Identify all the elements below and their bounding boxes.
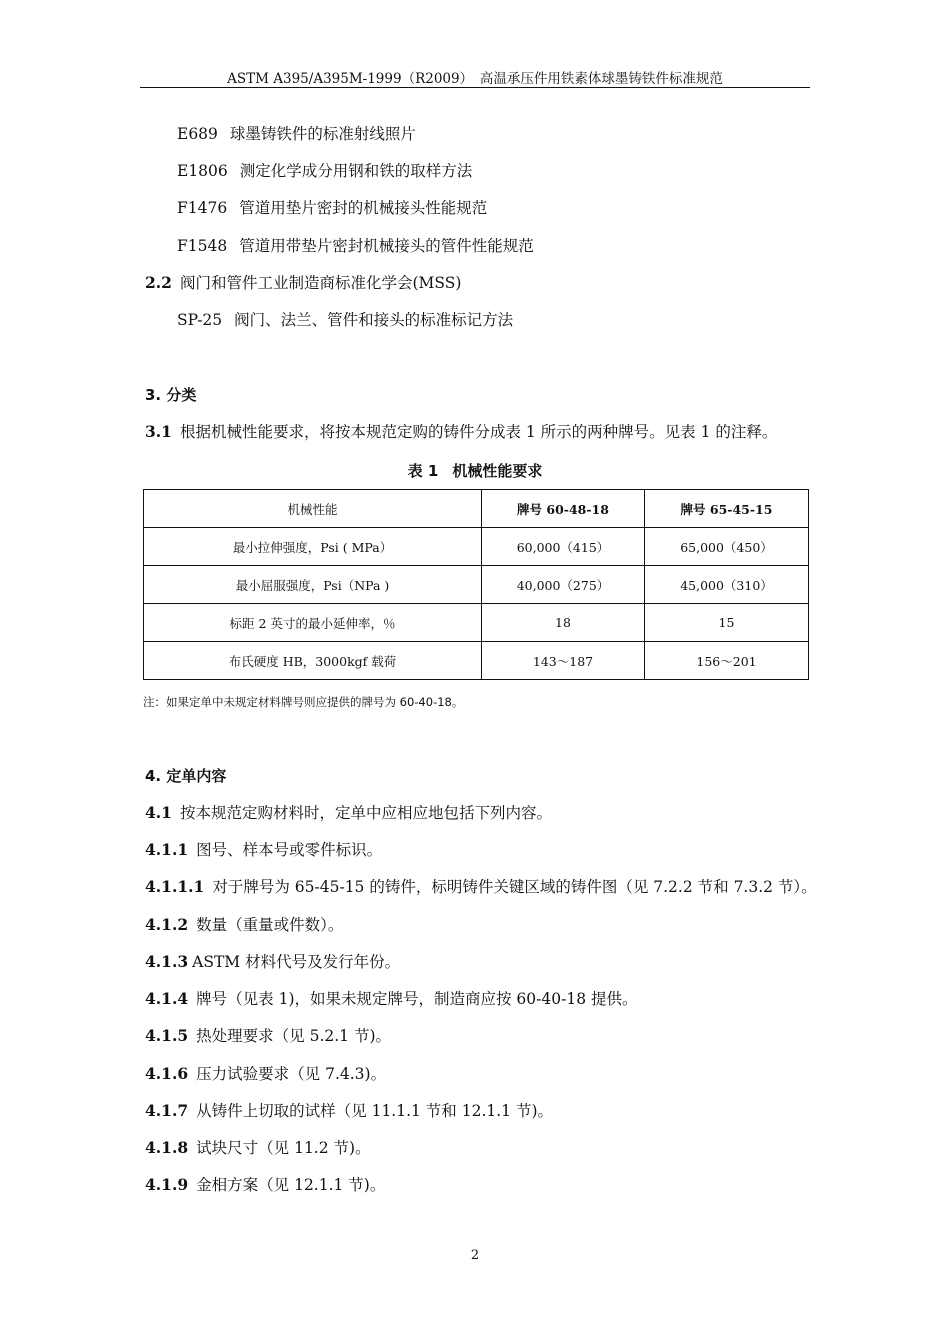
table-cell: 18 [482, 604, 645, 642]
table-header-row [144, 490, 809, 528]
reference-text: 球墨铸铁件的标准射线照片 [229, 125, 416, 143]
section-number: 2.2 [145, 273, 172, 292]
paragraph-number: 4.1.7 [145, 1101, 189, 1120]
table-row [144, 642, 809, 680]
reference-item [177, 161, 472, 181]
reference-text: 测定化学成分用钢和铁的取样方法 [239, 162, 473, 180]
reference-code: SP-25 [177, 311, 223, 329]
table-cell: 15 [645, 604, 809, 642]
paragraph-number: 4.1 [145, 803, 172, 822]
table-row [144, 604, 809, 642]
paragraph-text: 按本规范定购材料时，定单中应相应地包括下列内容。 [179, 804, 552, 822]
paragraph-number: 4.1.3 [145, 952, 189, 971]
paragraph-number: 3.1 [145, 422, 172, 441]
paragraph-text: 试块尺寸（见 11.2 节)。 [196, 1139, 371, 1157]
paragraph-item [145, 803, 552, 823]
table-cell: 标距 2 英寸的最小延伸率，％ [144, 604, 482, 642]
table-header-cell: 机械性能 [144, 490, 482, 528]
section-text: 阀门和管件工业制造商标准化学会(MSS) [179, 274, 462, 292]
reference-code: F1476 [177, 199, 228, 217]
reference-code: F1548 [177, 237, 228, 255]
paragraph-item [145, 1101, 553, 1121]
paragraph-text: ASTM 材料代号及发行年份。 [192, 953, 401, 971]
paragraph-text: 从铸件上切取的试样（见 11.1.1 节和 12.1.1 节)。 [196, 1102, 554, 1120]
paragraph-number: 4.1.6 [145, 1064, 189, 1083]
table-caption-title: 机械性能要求 [452, 462, 543, 480]
table-cell: 156～201 [645, 642, 809, 680]
paragraph-item [145, 1026, 391, 1046]
paragraph-number: 4.1.1.1 [145, 877, 205, 896]
table-cell: 40,000（275） [482, 566, 645, 604]
paragraph-text: 热处理要求（见 5.2.1 节)。 [196, 1027, 391, 1045]
table-note: 注：如果定单中未规定材料牌号则应提供的牌号为 60-40-18。 [143, 695, 464, 709]
reference-text: 阀门、法兰、管件和接头的标准标记方法 [234, 311, 514, 329]
table-cell: 65,000（450） [645, 528, 809, 566]
table-caption-label: 表 1 [407, 462, 439, 480]
paragraph-number: 4.1.4 [145, 989, 189, 1008]
table-cell: 最小拉伸强度，Psi ( MPa） [144, 528, 482, 566]
paragraph-number: 4.1.5 [145, 1026, 189, 1045]
section-2-2 [145, 273, 461, 293]
paragraph-text: 图号、样本号或零件标识。 [196, 841, 383, 859]
reference-code: E1806 [177, 162, 228, 180]
paragraph-text: 数量（重量或件数）。 [196, 916, 344, 934]
paragraph-number: 4.1.1 [145, 840, 189, 859]
paragraph-text: 根据机械性能要求，将按本规范定购的铸件分成表 1 所示的两种牌号。见表 1 的注释。 [179, 423, 778, 441]
table-header-cell: 牌号 60-48-18 [482, 490, 645, 528]
table-cell: 45,000（310） [645, 566, 809, 604]
section-4-heading: 4. 定单内容 [145, 767, 227, 785]
paragraph-item [145, 952, 400, 972]
paragraph-text: 压力试验要求（见 7.4.3)。 [196, 1065, 387, 1083]
paragraph-item [145, 915, 343, 935]
paragraph-text: 金相方案（见 12.1.1 节)。 [196, 1176, 386, 1194]
table-row [144, 528, 809, 566]
reference-text: 管道用带垫片密封机械接头的管件性能规范 [239, 237, 534, 255]
table-cell: 143～187 [482, 642, 645, 680]
paragraph-number: 4.1.8 [145, 1138, 189, 1157]
header-rule [140, 87, 810, 88]
page-number: 2 [470, 1248, 480, 1263]
running-header: ASTM A395/A395M-1999（R2009） 高温承压件用铁素体球墨铸铁件标准规范 [227, 71, 723, 87]
paragraph-text: 牌号（见表 1)，如果未规定牌号，制造商应按 60-40-18 提供。 [196, 990, 638, 1008]
table-cell: 60,000（415） [482, 528, 645, 566]
table-header-cell: 牌号 65-45-15 [645, 490, 809, 528]
paragraph-3-1 [145, 422, 777, 442]
reference-code: E689 [177, 125, 218, 143]
paragraph-number: 4.1.9 [145, 1175, 189, 1194]
table-row [144, 566, 809, 604]
reference-item [177, 236, 534, 256]
paragraph-item [145, 1138, 371, 1158]
paragraph-item [145, 1064, 386, 1084]
reference-text: 管道用垫片密封的机械接头性能规范 [239, 199, 488, 217]
paragraph-item [145, 989, 638, 1009]
table-cell: 最小屈服强度，Psi（NPa ) [144, 566, 482, 604]
section-3-heading: 3. 分类 [145, 386, 197, 404]
table-caption [0, 460, 950, 481]
paragraph-text: 对于牌号为 65-45-15 的铸件，标明铸件关键区域的铸件图（见 7.2.2 节和 7.3.2 节）。 [212, 878, 817, 896]
paragraph-item [145, 877, 817, 897]
mechanical-properties-table [143, 489, 809, 680]
reference-item [177, 310, 513, 330]
table-cell: 布氏硬度 HB，3000kgf 载荷 [144, 642, 482, 680]
paragraph-item [145, 1175, 385, 1195]
reference-item [177, 124, 416, 144]
reference-item [177, 198, 487, 218]
paragraph-item [145, 840, 382, 860]
paragraph-number: 4.1.2 [145, 915, 189, 934]
